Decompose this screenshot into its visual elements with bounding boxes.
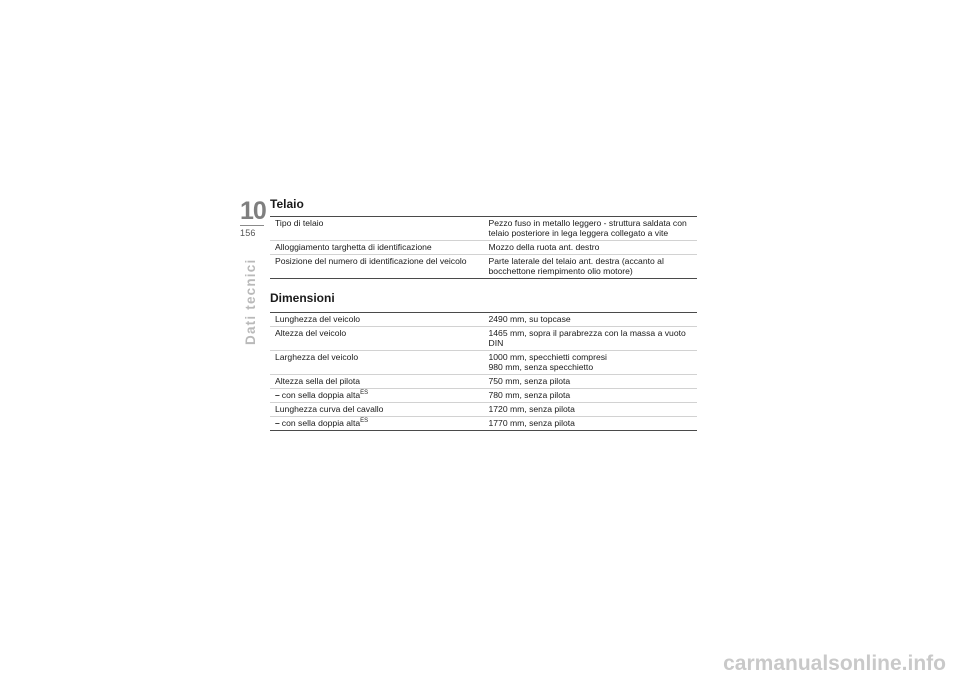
row-value-multi bbox=[483, 351, 697, 375]
row-value: 1720 mm, senza pilota bbox=[483, 403, 697, 417]
watermark: carmanualsonline.info bbox=[723, 652, 946, 675]
option-code: ES bbox=[360, 390, 369, 396]
table-row bbox=[270, 417, 697, 431]
chapter-number: 10 bbox=[240, 197, 266, 225]
row-label: Larghezza del veicolo bbox=[270, 351, 483, 375]
page-number: 156 bbox=[240, 228, 256, 238]
table-row bbox=[270, 351, 697, 375]
row-label: Lunghezza curva del cavallo bbox=[270, 403, 483, 417]
row-label: Alloggiamento targhetta di identificazione bbox=[270, 241, 484, 255]
section-title-telaio: Telaio bbox=[270, 197, 304, 211]
table-row bbox=[270, 217, 697, 241]
table-row bbox=[270, 313, 697, 327]
row-value: 2490 mm, su topcase bbox=[483, 313, 697, 327]
table-row bbox=[270, 255, 697, 279]
chapter-divider bbox=[240, 225, 264, 226]
row-value: 1465 mm, sopra il parabrezza con la massa a vuoto DIN bbox=[483, 327, 697, 351]
row-value: Pezzo fuso in metallo leggero - struttura saldata con telaio posteriore in lega leggera collegato a vite bbox=[484, 217, 697, 241]
table-row bbox=[270, 241, 697, 255]
row-label: Altezza sella del pilota bbox=[270, 375, 483, 389]
dash-bullet: – bbox=[275, 390, 280, 400]
row-label-text: con sella doppia alta bbox=[281, 418, 361, 428]
table-row bbox=[270, 327, 697, 351]
page-content bbox=[270, 196, 697, 431]
row-value: 780 mm, senza pilota bbox=[483, 389, 697, 403]
row-value: Mozzo della ruota ant. destro bbox=[484, 241, 697, 255]
section-title-dimensioni: Dimensioni bbox=[270, 291, 335, 305]
spec-table-dimensioni bbox=[270, 312, 697, 431]
table-row bbox=[270, 375, 697, 389]
row-value: 750 mm, senza pilota bbox=[483, 375, 697, 389]
row-value: Parte laterale del telaio ant. destra (accanto al bocchettone riempimento olio motore) bbox=[484, 255, 697, 279]
row-label-text: con sella doppia alta bbox=[281, 390, 361, 400]
table-row bbox=[270, 389, 697, 403]
row-label: Posizione del numero di identificazione del veicolo bbox=[270, 255, 484, 279]
row-label-sub bbox=[270, 389, 483, 403]
row-value-line: 980 mm, senza specchietto bbox=[488, 362, 594, 372]
side-chapter-title: Dati tecnici bbox=[243, 258, 258, 345]
chapter-tab bbox=[240, 198, 264, 238]
table-row bbox=[270, 403, 697, 417]
row-label: Altezza del veicolo bbox=[270, 327, 483, 351]
row-label: Tipo di telaio bbox=[270, 217, 484, 241]
dash-bullet: – bbox=[275, 418, 280, 428]
row-value-line: 1000 mm, specchietti compresi bbox=[488, 352, 607, 362]
row-value: 1770 mm, senza pilota bbox=[483, 417, 697, 431]
option-code: ES bbox=[360, 418, 369, 424]
spec-table-telaio bbox=[270, 216, 697, 279]
row-label-sub bbox=[270, 417, 483, 431]
row-label: Lunghezza del veicolo bbox=[270, 313, 483, 327]
